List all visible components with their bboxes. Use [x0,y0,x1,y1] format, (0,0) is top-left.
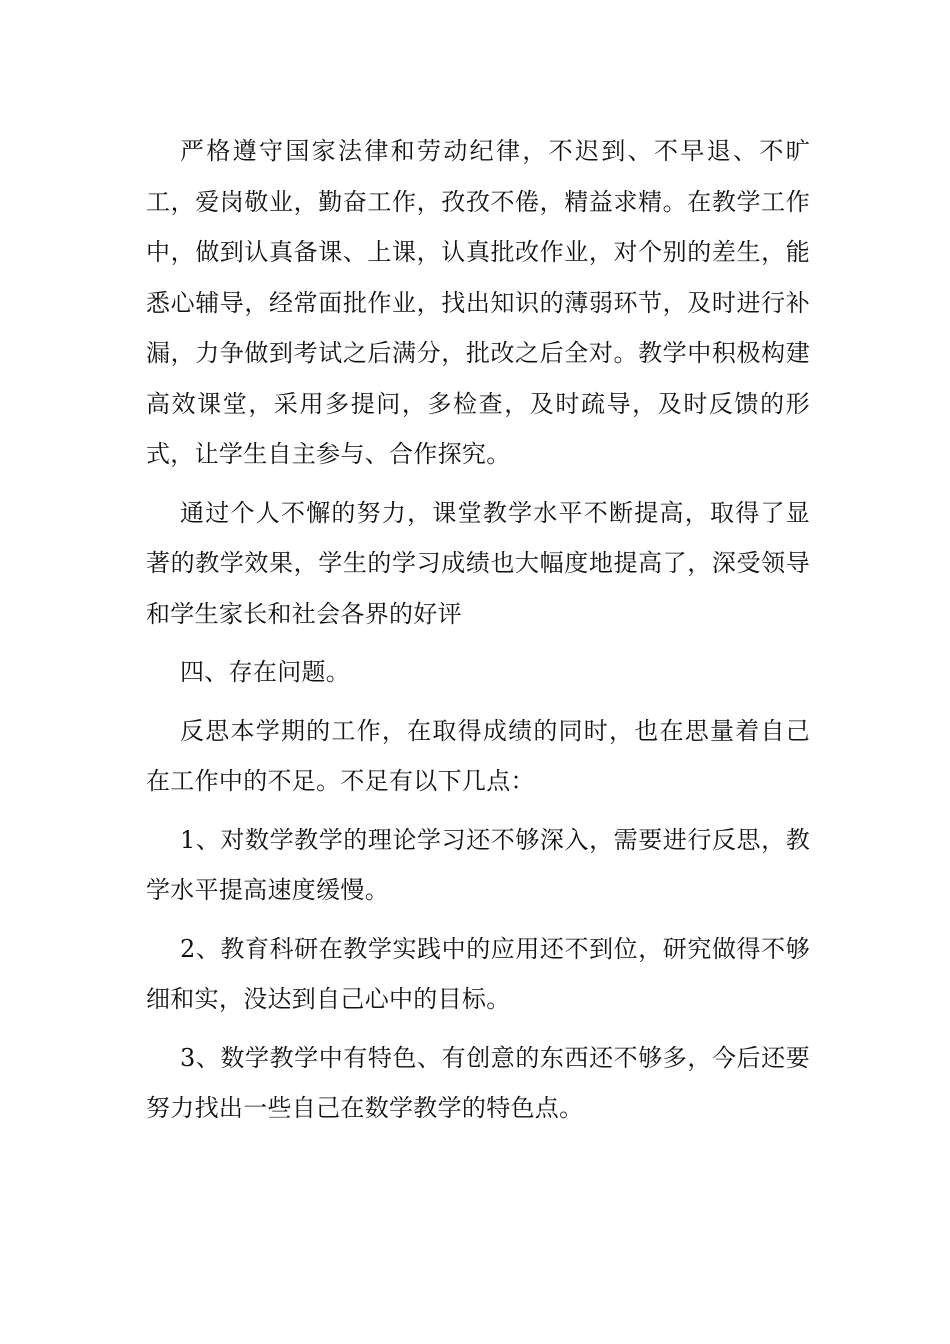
paragraph-spacer [146,916,810,924]
paragraph-conduct: 严格遵守国家法律和劳动纪律，不迟到、不早退、不旷工，爱岗敬业，勤奋工作，孜孜不倦，精益求精。在教学工作中，做到认真备课、上课，认真批改作业，对个别的差生，能悉心辅导，经常面批作业，找出知识的薄弱环节，及时进行补漏，力争做到考试之后满分，批改之后全对。教学中积极构建高效课堂，采用多提问，多检查，及时疏导，及时反馈的形式，让学生自主参与、合作探究。 [146,137,810,468]
paragraph-spacer [146,698,810,706]
paragraph-results: 通过个人不懈的努力，课堂教学水平不断提高，取得了显著的教学效果，学生的学习成绩也大幅度地提高了，深受领导和学生家长和社会各界的好评 [146,498,810,628]
list-item-1: 1、对数学教学的理论学习还不够深入，需要进行反思，教学水平提高速度缓慢。 [146,825,810,904]
list-item-3: 3、数学教学中有特色、有创意的东西还不够多，今后还要努力找出一些自己在数学教学的特色点。 [146,1043,810,1122]
paragraph-spacer [146,1025,810,1033]
list-item-2: 2、教育科研在教学实践中的应用还不到位，研究做得不够细和实，没达到自己心中的目标。 [146,934,810,1013]
paragraph-reflection: 反思本学期的工作，在取得成绩的同时，也在思量着自己在工作中的不足。不足有以下几点： [146,716,810,795]
section-heading-problems: 四、存在问题。 [180,658,351,686]
document-body [146,126,810,1134]
paragraph-spacer [146,480,810,488]
paragraph-spacer [146,639,810,647]
paragraph-spacer [146,807,810,815]
